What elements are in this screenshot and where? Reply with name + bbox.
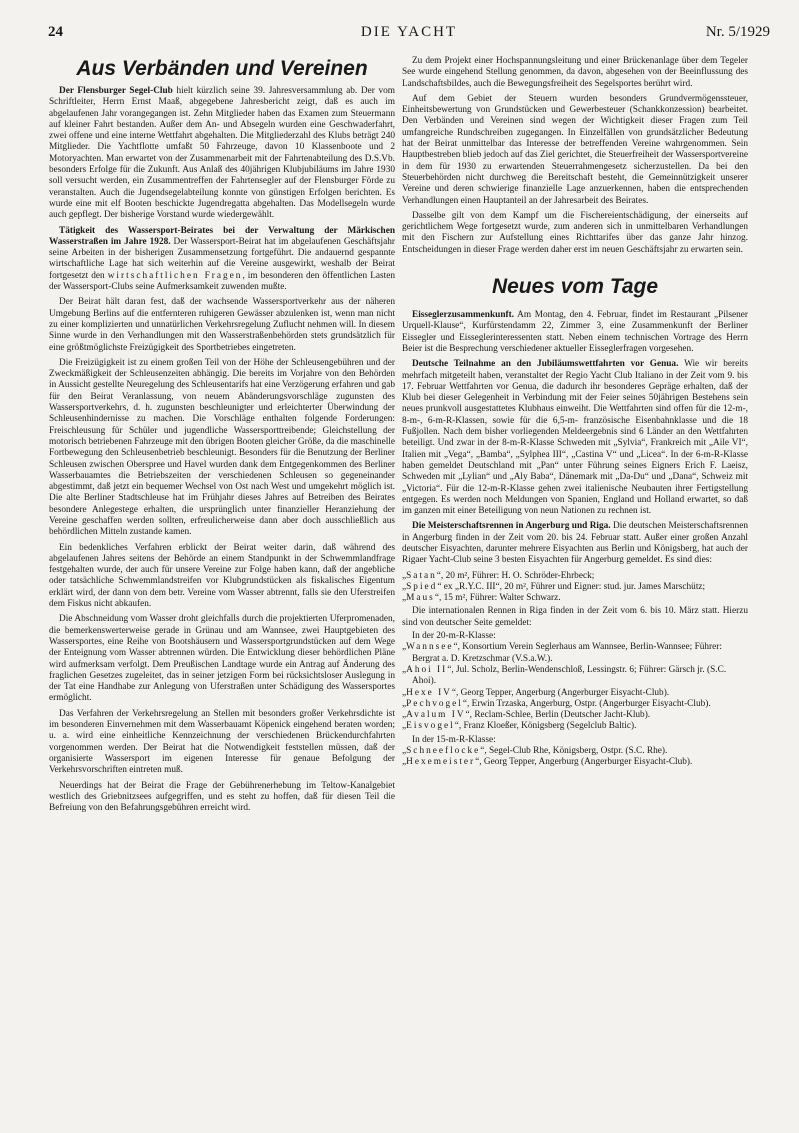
- entry-details: “, Konsortium Verein Seglerhaus am Wannsee, Berlin-Wannsee; Führer: Bergrat a. D. Kretzschmar (V.S.a.W.).: [412, 642, 722, 664]
- left-column: [49, 56, 395, 1116]
- yacht-name: Eisvogel: [406, 721, 455, 732]
- paragraph: Ein bedenkliches Verfahren erblickt der Beirat weiter darin, daß während des abgelaufenen Jahres seitens der Behörde an einem Standpunkt in der Schwemmlandfrage festgehalten wurde, der auch für unsere Vereine zur Folge haben kann, daß der angebliche oder tatsächliche Schwemmlandstreifen vor Klubgrundstücken als fiskalisches Eigentum erklärt wird, der dann von dem betr. Vereine vom Wasser abtrennt, falls sie den Uferstreifen dem Fiskus nicht abkaufen.: [49, 542, 395, 610]
- section-title-neues: Neues vom Tage: [491, 275, 659, 299]
- article-lead: Die Meisterschaftsrennen in Angerburg und Riga.: [412, 521, 611, 532]
- list-item: „Eisvogel“, Franz Kloeßer, Königsberg (Segelclub Baltic).: [402, 721, 637, 732]
- article-text: Am Montag, den 4. Februar, findet im Restaurant „Pilsener Urquell-Klause“, Kurfürstendamm 22, Zimmer 3, eine Zusammenkunft der Berliner Eissegler und Eisseglerinteressenten statt. Neben einem technischen Vortrage des Herrn Beier ist die Besprechung verschiedener aktueller Eisseglerfragen vorgesehen.: [402, 310, 748, 354]
- article-genua: [402, 359, 748, 517]
- yacht-name: Spied: [406, 581, 438, 592]
- article-heading: Tätigkeit des Wassersport-Beirates bei der Verwaltung der Märkischen Wasserstraßen im Jahre 1928.: [49, 225, 395, 247]
- class-heading-15m: In der 15-m-R-Klasse:: [412, 734, 496, 745]
- yacht-name: Schneeflocke: [406, 746, 481, 757]
- entry-details: “, Georg Tepper, Angerburg (Angerburger Eisyacht-Club).: [451, 687, 670, 698]
- entry-details: “, 20 m², Führer: H. O. Schröder-Ehrbeck;: [436, 570, 595, 581]
- list-item: „Hexe IV“, Georg Tepper, Angerburg (Angerburger Eisyacht-Club).: [402, 687, 670, 698]
- entry-details: “, Reclam-Schlee, Berlin (Deutscher Jacht-Klub).: [465, 710, 651, 721]
- entry-list-angerburg: [402, 571, 748, 605]
- entry-list-20m: [402, 642, 748, 732]
- page-number: 24: [48, 24, 63, 40]
- issue-number: Nr. 5/1929: [705, 24, 770, 40]
- list-item: „Spied“ ex „R.Y.C. III“, 20 m², Führer und Eigner: stud. jur. James Marschütz;: [402, 581, 706, 592]
- article-lead: Deutsche Teilnahme an den Jubiläumswettfahrten vor Genua.: [412, 359, 679, 370]
- paragraph: Der Beirat hält daran fest, daß der wachsende Wassersportverkehr aus der näheren Umgebung Berlins auf die entfernteren ruhigeren Gewässer abzulenken ist, wenn man nicht zu einer komplizierten und unnatürlichen Verkehrsregelung Zuflucht nehmen will. In diesem Sinne wurde in den Verhandlungen mit den Wasserstraßenbehörden stets grundsätzlich für eine größtmöglichste Freizügigkeit des Sportbetriebes eingetreten.: [49, 297, 395, 353]
- emphasized-text: wirtschaftlichen Fragen: [107, 270, 243, 281]
- yacht-name: Ahoi II: [406, 664, 448, 675]
- right-column: [402, 56, 748, 1116]
- list-item: „Hexemeister“, Georg Tepper, Angerburg (Angerburger Eisyacht-Club).: [402, 757, 693, 768]
- list-item: „Satan“, 20 m², Führer: H. O. Schröder-Ehrbeck;: [402, 570, 595, 581]
- entry-details: “, Erwin Trzaska, Angerburg, Ostpr. (Angerburger Eisyacht-Club).: [462, 698, 711, 709]
- article-beirat: [49, 226, 395, 294]
- yacht-name: Avalum IV: [406, 710, 466, 721]
- article-text: , im besonderen den öffentlichen Lasten der Wassersport-Clubs seine Aufmerksamkeit zuwenden mußte.: [49, 270, 395, 293]
- paragraph: Die Freizügigkeit ist zu einem großen Teil von der Höhe der Schleusengebühren und der Zweckmäßigkeit der Schleusenzeiten abhängig. Die bereits im Vorjahre von den Behörden in Aussicht gestellte Neuregelung des Schleusentarifs hat eine Verzögerung erfahren und gab für den Beirat Veranlassung, von neuem Abänderungsvorschläge zugunsten des Wassersportverkehrs, d. h. zugunsten beschleunigter und erleichterter Überwindung der Schleusenhindernisse zu machen. Die Vorschläge enthalten folgende Forderungen: Freischleusung für Schüler und jugendliche Wassersporttreibende; Gleichstellung der motorisch betriebenen Fahrzeuge mit den übrigen Booten gleicher Größe, da die maschinelle Fortbewegung den Schleusenbetrieb beschleunigt. Besonders für die Benutzung der Berliner Schleusen zwischen Oberspree und Havel wurden dank dem Entgegenkommen des Berliner Wasserbauamtes die Betriebszeiten der verschiedenen Schleusen so gegeneinander abgestimmt, daß jetzt ein bequemer Wechsel von Ost nach West und umgekehrt möglich ist. Die alte Berliner Stadtschleuse hat im Frühjahr dieses Jahres auf Betreiben des Beirates besondere Anlegestege erhalten, die ursprünglich unter finanzieller Heranziehung der Vereine geschaffen werden sollten, erfreulicherweise dann aber doch ausschließlich aus behördlichen Mitteln zustande kamen.: [49, 357, 395, 538]
- entry-details: “, Georg Tepper, Angerburg (Angerburger Eisyacht-Club).: [475, 757, 693, 768]
- page-header: [48, 24, 770, 46]
- entry-details: “, 15 m², Führer: Walter Schwarz.: [434, 593, 561, 604]
- paragraph: Auf dem Gebiet der Steuern wurden besonders Grundvermögenssteuer, Einheitsbewertung von Grundstücken und Gewerbesteuer (Schankkonzession) bearbeitet. Den Verbänden und Vereinen sind wegen der Wichtigkeit dieser Fragen zum Teil umfangreiche Rundschreiben zugegangen. In Einzelfällen von grundsätzlicher Bedeutung hat der Beirat unmittelbar das Interesse der betreffenden Vereine wahrgenommen. Sein Hauptbestreben blieb jedoch auf das Ziel gerichtet, die Steuerfreiheit der Wassersportvereine in dem für 1930 zu erwartenden Steuerrahmengesetz sicherzustellen. Da bei den Steuerbehörden nicht durchweg die Bereitschaft besteht, die Gemeinnützigkeit unserer Vereine und deren schwierige finanzielle Lage anzuerkennen, haben die entsprechenden Verhandlungen einen Hauptanteil an der Jahresarbeit des Beirates.: [402, 93, 748, 206]
- article-text: hielt kürzlich seine 39. Jahresversammlung ab. Der vom Schriftleiter, Herrn Ernst Maaß, abgegebene Jahresbericht zeigt, daß es auch im abgelaufenen Jahr vorangegangen ist. Zehn Mitglieder haben das Examen zum Steuermann auf kleiner Fahrt bestanden. Außer dem An- und Absegeln wurden eine Geschwaderfahrt, zwei offene und eine interne Wettfahrt abgehalten. Die Mitgliederzahl des Klubs beträgt 240 Mitglieder. Die Yachtflotte umfaßt 50 Fahrzeuge, davon 10 Klassenboote und 2 Motoryachten. Man erwartet von der Zusammenarbeit mit der Fahrtenabteilung des D.S.Vb. besonders Erfolge für die Zukunft. Aus Anlaß des 40jährigen Klubjubiläums im Jahre 1930 soll versucht werden, ein Zusammentreffen der Fahrtensegler auf der Flensburger Förde zu veranstalten. Auch die Jugendsegelabteilung konnte von günstigen Erfolgen berichten. Es wurde eine mit elf Booten beschickte Jugendregatta abgehalten. Das Modellsegeln wurde auch gepflegt. Der bisherige Vorstand wurde wiedergewählt.: [49, 86, 395, 221]
- paragraph-riga: Die internationalen Rennen in Riga finden in der Zeit vom 6. bis 10. März statt. Hierzu sind von deutscher Seite gemeldet:: [402, 606, 748, 628]
- yacht-name: Pechvogel: [406, 698, 463, 709]
- section-title-verbaende: Aus Verbänden und Vereinen: [76, 57, 368, 80]
- yacht-name: Wannsee: [406, 642, 454, 653]
- list-item: „Maus“, 15 m², Führer: Walter Schwarz.: [402, 593, 561, 604]
- yacht-name: Hexemeister: [406, 757, 476, 768]
- article-lead: Der Flensburger Segel-Club: [59, 86, 173, 96]
- paragraph: Zu dem Projekt einer Hochspannungsleitung und einer Brückenanlage über dem Tegeler See wurde eingehend Stellung genommen, da davon, abgesehen von der Beeinflussung des Landschaftsbildes, auch die Bewegungsfreiheit des Segelsportes berührt wird.: [402, 56, 748, 89]
- class-heading-20m: In der 20-m-R-Klasse:: [412, 631, 496, 642]
- entry-details: “, Segel-Club Rhe, Königsberg, Ostpr. (S.C. Rhe).: [480, 746, 668, 757]
- entry-details: “ ex „R.Y.C. III“, 20 m², Führer und Eigner: stud. jur. James Marschütz;: [437, 581, 706, 592]
- list-item: „Wannsee“, Konsortium Verein Seglerhaus am Wannsee, Berlin-Wannsee; Führer: Bergrat a. D. Kretzschmar (V.S.a.W.).: [402, 642, 722, 664]
- entry-details: “, Jul. Scholz, Berlin-Wendenschloß, Lessingstr. 6; Führer: Gärsch jr. (S.C. Ahoi).: [412, 664, 727, 687]
- entry-list-15m: [402, 746, 748, 769]
- list-item: „Pechvogel“, Erwin Trzaska, Angerburg, Ostpr. (Angerburger Eisyacht-Club).: [402, 698, 711, 709]
- entry-details: “, Franz Kloeßer, Königsberg (Segelclub Baltic).: [454, 721, 637, 732]
- paragraph: Neuerdings hat der Beirat die Frage der Gebührenerhebung im Teltow-Kanalgebiet westlich des Griebnitzsees aufgegriffen, und es steht zu hoffen, daß für diesen Teil die Befreiung von den Befahrungsgebühren erreicht wird.: [49, 780, 395, 814]
- yacht-name: Maus: [406, 593, 435, 604]
- list-item: „Schneeflocke“, Segel-Club Rhe, Königsberg, Ostpr. (S.C. Rhe).: [402, 746, 668, 757]
- article-angerburg: [402, 521, 748, 566]
- paragraph: Dasselbe gilt von dem Kampf um die Fischereientschädigung, der einerseits auf gerichtlichem Wege fortgesetzt wurde, zum anderen sich in unmittelbaren Verhandlungen mit den Fischern zur Aufstellung eines Richttarifes über das ganze Jahr hinzog. Entscheidungen in dieser Frage werden daher erst im neuen Geschäftsjahr zu erwarten sein.: [402, 210, 748, 255]
- article-text: Der Wassersport-Beirat hat im abgelaufenen Geschäftsjahr seine Arbeiten in der bisherigen Zusammensetzung fortgeführt. Die andauernd gespannte wirtschaftliche Lage hat sich weiterhin auf die Vereine ausgewirkt, weshalb der Beirat fortgesetzt den: [49, 236, 395, 281]
- yacht-name: Hexe IV: [406, 687, 452, 698]
- list-item: „Avalum IV“, Reclam-Schlee, Berlin (Deutscher Jacht-Klub).: [402, 710, 651, 721]
- paragraph: Das Verfahren der Verkehrsregelung an Stellen mit besonders großer Verkehrsdichte ist im besonderen Einvernehmen mit dem Wasserbauamt Köpenick eingehend beraten worden; u. a. wird eine einheitliche Kennzeichnung der verschiedenen Brückendurchfahrten vorgenommen werden. Der Beirat hat die Notwendigkeit feststellen müssen, daß der organisierte Wassersport im eigenen Interesse für genaue Befolgung der Verkehrsvorschriften eintreten muß.: [49, 708, 395, 776]
- journal-title: DIE YACHT: [360, 24, 458, 40]
- list-item: „Ahoi II“, Jul. Scholz, Berlin-Wendenschloß, Lessingstr. 6; Führer: Gärsch jr. (S.C. Ahoi).: [402, 664, 727, 687]
- article-lead: Eisseglerzusammenkunft.: [412, 310, 515, 321]
- article-text: Die deutschen Meisterschaftsrennen in Angerburg finden in der Zeit vom 20. bis 24. Februar statt. Außer einer großen Anzahl deutscher Eisyachten, darunter mehrere Eisyachten aus Berlin und Königsberg, hat auch der Rigaer Yacht-Club seine 3 besten Eisyachten für Angerburg gemeldet. Es sind dies:: [402, 521, 748, 566]
- article-eissegler: [402, 310, 748, 355]
- article-text: Wie wir bereits mehrfach mitgeteilt haben, veranstaltet der Regio Yacht Club Italiano in der Zeit vom 9. bis 17. Februar Wettfahrten vor Genua, die dadurch ihr besonderes Gepräge erhalten, daß der Klub bei dieser Gelegenheit in Verbindung mit der Feier seines 50jährigen Bestehens sein neues prunkvoll ausgestattetes Klubhaus einweiht. Die Wettfahrten sind offen für die 12-m-, 8-m-, 6-m-R-Klassen, sowie für die 6,5-m- französische Eisenbahnklasse und die 18 Fußjollen. Nach dem bisher vorliegenden Meldeergebnis sind 6 Länder an den Wettfahrten beteiligt. Und zwar in der 8-m-R-Klasse Schweden mit „Sylvia“, Frankreich mit „Aile VI“, Italien mit „Vega“, „Bamba“, „Sylphea III“, „Castina V“ und „Licea“. In der 6-m-R-Klasse haben gemeldet Deutschland mit „Pan“ unter Führung seines Eigners Erich F. Laeisz, Schweden mit „Lylian“ und „Aly Baba“, Dänemark mit „Da-Du“ und „Dana“, Schweiz mit „Victoria“. Für die 12-m-R-Klasse gehen zwei italienische Neubauten ihrer Fertigstellung entgegen. Es werden noch Meldungen von Spanien, England und Holland erwartet, so daß im ganzen mit einer Beteiligung von neun Nationen zu rechnen ist.: [402, 359, 748, 517]
- yacht-name: Satan: [406, 570, 437, 581]
- paragraph: Die Abschneidung vom Wasser droht gleichfalls durch die projektierten Uferpromenaden, die bemerkenswerterweise gerade in Grünau und am Wannsee, zwei Hauptgebieten des Wassersportes, eine Reihe von Bootshäusern und Wassersportgrundstücken auf dem Wege der Enteignung vom Wasser abtrennen würden. Die Entwicklung dieser behördlichen Pläne wird aufmerksam verfolgt. Dem Preußischen Landtage wurde ein Antrag auf Änderung des fraglichen Gesetzes zugeleitet, das in seiner jetzigen Form bei rücksichtsloser Auslegung in der Tat eine Handhabe zur Anlegung von Uferstraßen unter Schädigung des Wassersportes ermöglicht.: [49, 614, 395, 704]
- article-flensburg: [49, 86, 395, 222]
